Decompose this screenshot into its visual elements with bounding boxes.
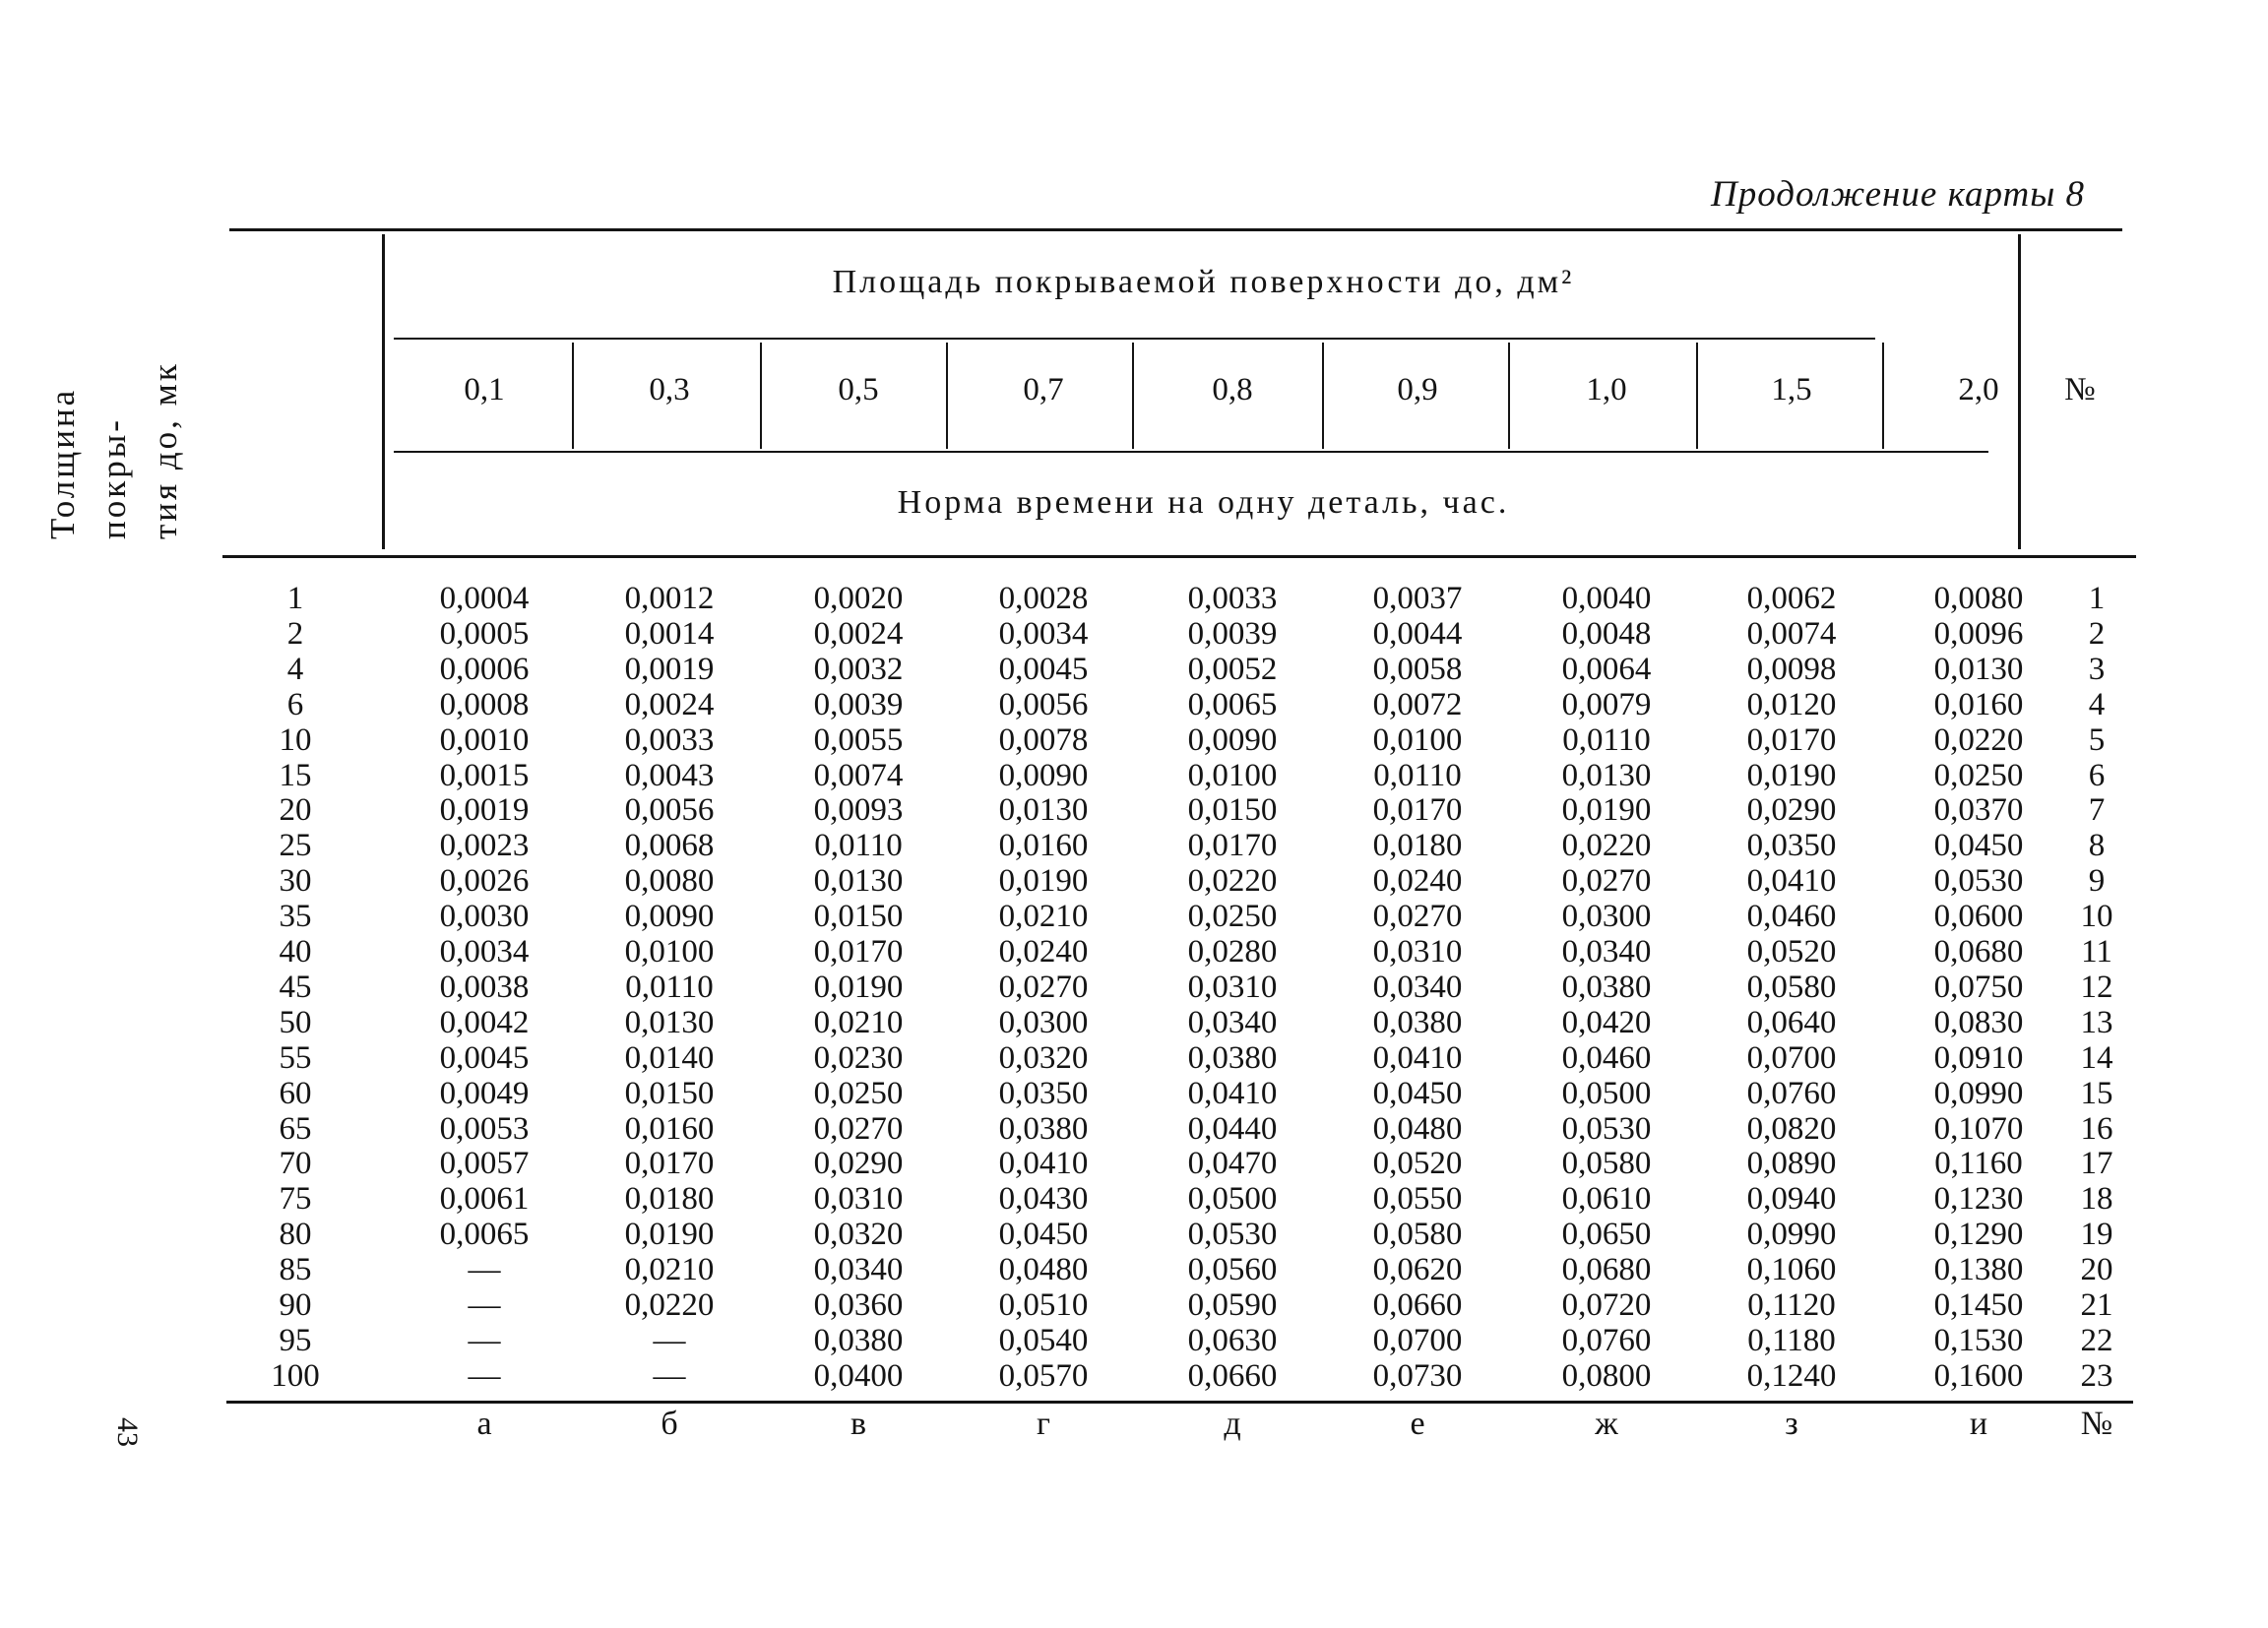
norm-time-cell: 0,0320 <box>998 1039 1089 1076</box>
norm-time-cell: 0,0015 <box>439 757 530 793</box>
norm-time-cell: 0,0080 <box>1933 581 2024 616</box>
norm-time-cell: 0,0170 <box>1746 721 1837 758</box>
row-number-cell: 14 <box>2080 1039 2113 1076</box>
header-left-divider <box>382 234 385 549</box>
norm-time-cell: 0,0620 <box>1372 1252 1463 1288</box>
norm-time-cell: 0,0270 <box>1561 863 1652 900</box>
norm-time-cell: 0,0140 <box>624 1039 715 1076</box>
row-number-cell: 7 <box>2088 792 2106 829</box>
norm-time-cell: 0,0039 <box>1187 615 1278 652</box>
norm-time-cell: 0,0180 <box>1372 828 1463 864</box>
norm-time-cell: 0,0500 <box>1561 1075 1652 1111</box>
norm-time-cell: 0,0026 <box>439 863 530 900</box>
norm-time-cell: 0,0042 <box>439 1004 530 1040</box>
norm-time-cell: 0,0410 <box>1746 863 1837 900</box>
norm-time-cell: 0,0043 <box>624 757 715 793</box>
norm-time-cell: 0,0460 <box>1561 1039 1652 1076</box>
area-header-cell: 0,7 <box>1023 372 1064 407</box>
norm-time-cell: 0,0570 <box>998 1357 1089 1394</box>
row-number-cell: 17 <box>2080 1146 2113 1182</box>
norm-time-cell: 0,0100 <box>624 934 715 970</box>
row-number-cell: 16 <box>2080 1110 2113 1147</box>
area-header-cell: 0,8 <box>1212 372 1253 407</box>
column-letter: б <box>661 1406 678 1442</box>
norm-time-cell: 0,0100 <box>1187 757 1278 793</box>
footer-number-label: № <box>2080 1406 2113 1442</box>
norm-time-cell: 0,0190 <box>624 1217 715 1253</box>
thickness-cell: 60 <box>279 1075 312 1111</box>
norm-time-cell: 0,0074 <box>813 757 904 793</box>
norm-time-cell: 0,0010 <box>439 721 530 758</box>
thickness-cell: 25 <box>279 828 312 864</box>
column-letter: а <box>476 1406 492 1442</box>
area-header-cell: 1,5 <box>1771 372 1812 407</box>
row-number-cell: 3 <box>2088 651 2106 687</box>
norm-time-cell: 0,0890 <box>1746 1146 1837 1182</box>
norm-time-cell: 0,1290 <box>1933 1217 2024 1253</box>
thickness-cell: 30 <box>279 863 312 900</box>
norm-time-cell: 0,0640 <box>1746 1004 1837 1040</box>
continuation-title: Продолжение карты 8 <box>1711 174 2085 215</box>
norm-time-cell: 0,0024 <box>624 686 715 722</box>
norm-time-cell: 0,0210 <box>624 1252 715 1288</box>
norm-time-cell: 0,0340 <box>813 1252 904 1288</box>
norm-time-cell: 0,1600 <box>1933 1357 2024 1394</box>
norm-time-cell: 0,0048 <box>1561 615 1652 652</box>
norm-time-cell: 0,0380 <box>998 1110 1089 1147</box>
norm-time-cell: 0,0460 <box>1746 899 1837 935</box>
norm-time-cell: 0,0280 <box>1187 934 1278 970</box>
norm-time-cell: — <box>653 1357 686 1394</box>
norm-time-cell: 0,0700 <box>1746 1039 1837 1076</box>
thickness-cell: 40 <box>279 934 312 970</box>
norm-time-cell: 0,0006 <box>439 651 530 687</box>
norm-time-cell: 0,0310 <box>1372 934 1463 970</box>
norm-time-cell: 0,0450 <box>998 1217 1089 1253</box>
thickness-cell: 20 <box>279 792 312 829</box>
norm-time-cell: 0,0380 <box>1187 1039 1278 1076</box>
norm-time-cell: 0,1530 <box>1933 1322 2024 1358</box>
norm-time-cell: 0,0440 <box>1187 1110 1278 1147</box>
thickness-cell: 1 <box>286 581 304 616</box>
norm-time-cell: 0,0150 <box>1187 792 1278 829</box>
column-letter: в <box>850 1406 867 1442</box>
header-bottom-rule <box>222 555 2136 558</box>
norm-time-cell: 0,0130 <box>813 863 904 900</box>
thickness-cell: 4 <box>286 651 304 687</box>
norm-time-cell: 0,0044 <box>1372 615 1463 652</box>
number-header: № <box>2064 372 2096 407</box>
norm-time-cell: 0,1450 <box>1933 1287 2024 1323</box>
area-header-cell: 0,1 <box>464 372 505 407</box>
norm-time-cell: 0,1160 <box>1934 1146 2023 1182</box>
area-header-cell: 1,0 <box>1586 372 1627 407</box>
norm-time-cell: 0,0350 <box>1746 828 1837 864</box>
norm-time-cell: 0,0019 <box>624 651 715 687</box>
norm-time-cell: 0,0190 <box>1561 792 1652 829</box>
norm-time-cell: 0,0990 <box>1933 1075 2024 1111</box>
norm-time-cell: 0,1380 <box>1933 1252 2024 1288</box>
norm-time-cell: 0,0410 <box>998 1146 1089 1182</box>
norm-time-cell: 0,0055 <box>813 721 904 758</box>
norm-time-cell: 0,0014 <box>624 615 715 652</box>
row-number-cell: 23 <box>2080 1357 2113 1394</box>
row-number-cell: 12 <box>2080 969 2113 1005</box>
row-number-cell: 4 <box>2088 686 2106 722</box>
norm-time-cell: 0,0062 <box>1746 581 1837 616</box>
norm-time-cell: 0,0110 <box>625 969 714 1005</box>
norm-time-cell: 0,0560 <box>1187 1252 1278 1288</box>
norm-time-cell: 0,0012 <box>624 581 715 616</box>
norm-time-cell: 0,0420 <box>1561 1004 1652 1040</box>
area-header-cell: 0,3 <box>649 372 690 407</box>
norm-time-cell: 0,0039 <box>813 686 904 722</box>
thickness-cell: 55 <box>279 1039 312 1076</box>
norm-time-cell: 0,0530 <box>1933 863 2024 900</box>
norm-time-cell: 0,0170 <box>624 1146 715 1182</box>
norm-time-cell: 0,0056 <box>998 686 1089 722</box>
norm-time-cell: 0,0580 <box>1372 1217 1463 1253</box>
norm-time-cell: 0,0680 <box>1561 1252 1652 1288</box>
thickness-cell: 90 <box>279 1287 312 1323</box>
norm-time-cell: 0,0034 <box>439 934 530 970</box>
page-number: 43 <box>111 1417 144 1447</box>
norm-time-cell: 0,0430 <box>998 1181 1089 1218</box>
norm-time-cell: 0,0660 <box>1372 1287 1463 1323</box>
norm-time-cell: 0,0410 <box>1372 1039 1463 1076</box>
norm-time-cell: 0,0450 <box>1933 828 2024 864</box>
norm-time-cell: 0,0037 <box>1372 581 1463 616</box>
norm-time-cell: 0,0480 <box>998 1252 1089 1288</box>
norm-time-cell: 0,0093 <box>813 792 904 829</box>
norm-time-cell: 0,0160 <box>1933 686 2024 722</box>
norm-time-cell: — <box>468 1287 501 1323</box>
norm-sub-rule <box>394 451 1988 453</box>
area-col-divider <box>1322 343 1324 449</box>
area-col-divider <box>946 343 948 449</box>
norm-time-cell: 0,0510 <box>998 1287 1089 1323</box>
norm-time-cell: 0,0130 <box>998 792 1089 829</box>
norm-time-cell: 0,0065 <box>439 1217 530 1253</box>
norm-time-cell: 0,0033 <box>1187 581 1278 616</box>
norm-time-cell: 0,0170 <box>813 934 904 970</box>
norm-time-cell: — <box>468 1357 501 1394</box>
norm-time-cell: 0,0270 <box>1372 899 1463 935</box>
row-number-cell: 5 <box>2088 721 2106 758</box>
norm-time-cell: 0,0720 <box>1561 1287 1652 1323</box>
norm-time-cell: 0,0940 <box>1746 1181 1837 1218</box>
norm-time-cell: 0,0450 <box>1372 1075 1463 1111</box>
norm-time-cell: 0,0680 <box>1933 934 2024 970</box>
norm-time-cell: 0,0100 <box>1372 721 1463 758</box>
row-number-cell: 2 <box>2088 615 2106 652</box>
norm-time-cell: 0,0660 <box>1187 1357 1278 1394</box>
norm-title: Норма времени на одну деталь, час. <box>897 484 1510 521</box>
norm-time-cell: 0,0550 <box>1372 1181 1463 1218</box>
thickness-cell: 2 <box>286 615 304 652</box>
norm-time-cell: 0,0380 <box>1372 1004 1463 1040</box>
norm-time-cell: 0,0530 <box>1187 1217 1278 1253</box>
thickness-header-line2: тия до, мк <box>146 361 184 539</box>
norm-time-cell: 0,0068 <box>624 828 715 864</box>
row-number-cell: 8 <box>2088 828 2106 864</box>
thickness-cell: 80 <box>279 1217 312 1253</box>
norm-time-cell: 0,0350 <box>998 1075 1089 1111</box>
thickness-cell: 10 <box>279 721 312 758</box>
norm-time-cell: 0,0110 <box>814 828 903 864</box>
norm-time-cell: 0,0820 <box>1746 1110 1837 1147</box>
norm-time-cell: 0,0078 <box>998 721 1089 758</box>
norm-time-cell: 0,0480 <box>1372 1110 1463 1147</box>
column-letter: ж <box>1595 1406 1618 1442</box>
norm-time-cell: 0,0090 <box>624 899 715 935</box>
norm-time-cell: 0,0240 <box>998 934 1089 970</box>
norm-time-cell: 0,0300 <box>998 1004 1089 1040</box>
thickness-cell: 100 <box>271 1357 320 1394</box>
norm-time-cell: 0,0210 <box>998 899 1089 935</box>
norm-time-cell: 0,0110 <box>1562 721 1651 758</box>
norm-time-cell: 0,0220 <box>624 1287 715 1323</box>
norm-time-cell: 0,0410 <box>1187 1075 1278 1111</box>
norm-time-cell: 0,0098 <box>1746 651 1837 687</box>
area-col-divider <box>1132 343 1134 449</box>
norm-time-cell: 0,1070 <box>1933 1110 2024 1147</box>
norm-time-cell: 0,0540 <box>998 1322 1089 1358</box>
norm-time-cell: 0,0058 <box>1372 651 1463 687</box>
norm-time-cell: 0,0310 <box>813 1181 904 1218</box>
norm-time-cell: 0,1240 <box>1746 1357 1837 1394</box>
norm-time-cell: 0,0160 <box>998 828 1089 864</box>
norm-time-cell: 0,0065 <box>1187 686 1278 722</box>
norm-time-cell: 0,0340 <box>1561 934 1652 970</box>
norm-time-cell: 0,0370 <box>1933 792 2024 829</box>
row-number-cell: 22 <box>2080 1322 2113 1358</box>
norm-time-cell: 0,0096 <box>1933 615 2024 652</box>
norm-time-cell: 0,0180 <box>624 1181 715 1218</box>
thickness-cell: 95 <box>279 1322 312 1358</box>
norm-time-cell: 0,0750 <box>1933 969 2024 1005</box>
norm-time-cell: 0,0045 <box>998 651 1089 687</box>
row-number-cell: 13 <box>2080 1004 2113 1040</box>
norm-time-cell: 0,0005 <box>439 615 530 652</box>
norm-time-cell: 0,0072 <box>1372 686 1463 722</box>
area-col-divider <box>1696 343 1698 449</box>
norm-time-cell: 0,0730 <box>1372 1357 1463 1394</box>
norm-time-cell: 0,0520 <box>1746 934 1837 970</box>
thickness-cell: 50 <box>279 1004 312 1040</box>
row-number-cell: 9 <box>2088 863 2106 900</box>
norm-time-cell: 0,0033 <box>624 721 715 758</box>
table-top-rule <box>229 228 2122 231</box>
norm-time-cell: 0,0230 <box>813 1039 904 1076</box>
norm-time-cell: 0,0120 <box>1746 686 1837 722</box>
norm-time-cell: 0,0800 <box>1561 1357 1652 1394</box>
norm-time-cell: 0,0290 <box>1746 792 1837 829</box>
row-number-cell: 1 <box>2088 581 2106 616</box>
norm-time-cell: 0,0090 <box>998 757 1089 793</box>
area-col-divider <box>1508 343 1510 449</box>
column-letter: з <box>1785 1406 1798 1442</box>
norm-time-cell: 0,0130 <box>1561 757 1652 793</box>
norm-time-cell: 0,0470 <box>1187 1146 1278 1182</box>
area-col-divider <box>1882 343 1884 449</box>
row-number-cell: 20 <box>2080 1252 2113 1288</box>
norm-time-cell: 0,0240 <box>1372 863 1463 900</box>
area-header-cell: 0,9 <box>1397 372 1438 407</box>
thickness-cell: 35 <box>279 899 312 935</box>
norm-time-cell: 0,0910 <box>1933 1039 2024 1076</box>
norm-time-cell: 0,0038 <box>439 969 530 1005</box>
norm-time-cell: 0,0052 <box>1187 651 1278 687</box>
thickness-cell: 65 <box>279 1110 312 1147</box>
norm-time-cell: 0,0190 <box>813 969 904 1005</box>
norm-time-cell: 0,0760 <box>1561 1322 1652 1358</box>
thickness-cell: 75 <box>279 1181 312 1218</box>
norm-time-cell: 0,0700 <box>1372 1322 1463 1358</box>
row-number-cell: 11 <box>2081 934 2112 970</box>
norm-time-cell: 0,0064 <box>1561 651 1652 687</box>
norm-time-cell: — <box>468 1252 501 1288</box>
area-header-cell: 2,0 <box>1958 372 1999 407</box>
norm-time-cell: 0,0004 <box>439 581 530 616</box>
norm-time-cell: 0,0020 <box>813 581 904 616</box>
norm-time-cell: 0,0080 <box>624 863 715 900</box>
column-letter: е <box>1410 1406 1425 1442</box>
norm-time-cell: 0,0061 <box>439 1181 530 1218</box>
row-number-cell: 10 <box>2080 899 2113 935</box>
area-sub-rule <box>394 338 1875 340</box>
thickness-cell: 70 <box>279 1146 312 1182</box>
thickness-header-line1: Толщина покры- <box>43 387 133 539</box>
norm-time-cell: 0,0580 <box>1561 1146 1652 1182</box>
norm-time-cell: 0,0110 <box>1373 757 1462 793</box>
norm-time-cell: 0,0250 <box>1933 757 2024 793</box>
norm-time-cell: 0,0340 <box>1372 969 1463 1005</box>
column-letter: г <box>1037 1406 1050 1442</box>
row-number-cell: 15 <box>2080 1075 2113 1111</box>
norm-time-cell: 0,0530 <box>1561 1110 1652 1147</box>
norm-time-cell: 0,0270 <box>813 1110 904 1147</box>
norm-time-cell: 0,0610 <box>1561 1181 1652 1218</box>
norm-time-cell: 0,0600 <box>1933 899 2024 935</box>
norm-time-cell: 0,0057 <box>439 1146 530 1182</box>
norm-time-cell: 0,0590 <box>1187 1287 1278 1323</box>
thickness-cell: 6 <box>286 686 304 722</box>
norm-time-cell: 0,0760 <box>1746 1075 1837 1111</box>
thickness-cell: 15 <box>279 757 312 793</box>
norm-time-cell: 0,0170 <box>1372 792 1463 829</box>
norm-time-cell: 0,0130 <box>1933 651 2024 687</box>
norm-time-cell: 0,0520 <box>1372 1146 1463 1182</box>
norm-time-cell: 0,0028 <box>998 581 1089 616</box>
area-title: Площадь покрываемой поверхности до, дм² <box>832 264 1575 300</box>
norm-time-cell: 0,0130 <box>624 1004 715 1040</box>
norm-time-cell: 0,0019 <box>439 792 530 829</box>
norm-time-cell: 0,0310 <box>1187 969 1278 1005</box>
norm-time-cell: 0,0190 <box>1746 757 1837 793</box>
norm-time-cell: 0,0830 <box>1933 1004 2024 1040</box>
norm-time-cell: 0,0030 <box>439 899 530 935</box>
norm-time-cell: 0,0024 <box>813 615 904 652</box>
norm-time-cell: 0,0220 <box>1561 828 1652 864</box>
norm-time-cell: 0,0650 <box>1561 1217 1652 1253</box>
row-number-cell: 6 <box>2088 757 2106 793</box>
norm-time-cell: 0,0580 <box>1746 969 1837 1005</box>
norm-time-cell: 0,0079 <box>1561 686 1652 722</box>
norm-time-cell: 0,0053 <box>439 1110 530 1147</box>
norm-time-cell: 0,0290 <box>813 1146 904 1182</box>
thickness-cell: 45 <box>279 969 312 1005</box>
norm-time-cell: 0,0320 <box>813 1217 904 1253</box>
norm-time-cell: 0,0500 <box>1187 1181 1278 1218</box>
row-number-cell: 19 <box>2080 1217 2113 1253</box>
norm-time-cell: 0,0270 <box>998 969 1089 1005</box>
norm-time-cell: 0,0074 <box>1746 615 1837 652</box>
norm-time-cell: 0,1230 <box>1933 1181 2024 1218</box>
norm-time-cell: — <box>653 1322 686 1358</box>
norm-time-cell: 0,0990 <box>1746 1217 1837 1253</box>
thickness-header <box>37 283 191 539</box>
row-number-cell: 21 <box>2080 1287 2113 1323</box>
norm-time-cell: 0,0008 <box>439 686 530 722</box>
norm-time-cell: 0,0032 <box>813 651 904 687</box>
column-letter: д <box>1224 1406 1241 1442</box>
norm-time-cell: 0,0360 <box>813 1287 904 1323</box>
norm-time-cell: 0,0250 <box>813 1075 904 1111</box>
norm-time-cell: 0,0160 <box>624 1110 715 1147</box>
norm-time-cell: 0,0210 <box>813 1004 904 1040</box>
thickness-cell: 85 <box>279 1252 312 1288</box>
norm-time-cell: 0,0150 <box>624 1075 715 1111</box>
norm-time-cell: 0,0049 <box>439 1075 530 1111</box>
area-col-divider <box>572 343 574 449</box>
norm-time-cell: 0,0040 <box>1561 581 1652 616</box>
norm-time-cell: 0,0090 <box>1187 721 1278 758</box>
norm-time-cell: 0,0023 <box>439 828 530 864</box>
norm-time-cell: 0,0300 <box>1561 899 1652 935</box>
norm-time-cell: 0,0630 <box>1187 1322 1278 1358</box>
norm-time-cell: 0,0220 <box>1933 721 2024 758</box>
norm-time-cell: 0,0150 <box>813 899 904 935</box>
table-bottom-rule <box>226 1401 2133 1404</box>
norm-time-cell: 0,0190 <box>998 863 1089 900</box>
norm-time-cell: 0,0340 <box>1187 1004 1278 1040</box>
norm-time-cell: 0,0250 <box>1187 899 1278 935</box>
norm-time-cell: 0,0056 <box>624 792 715 829</box>
area-header-cell: 0,5 <box>838 372 879 407</box>
norm-time-cell: 0,0034 <box>998 615 1089 652</box>
norm-time-cell: 0,0170 <box>1187 828 1278 864</box>
norm-time-cell: 0,0380 <box>1561 969 1652 1005</box>
norm-time-cell: 0,0400 <box>813 1357 904 1394</box>
area-col-divider <box>760 343 762 449</box>
norm-time-cell: 0,1060 <box>1746 1252 1837 1288</box>
norm-time-cell: 0,1180 <box>1747 1322 1836 1358</box>
column-letter: и <box>1969 1406 1988 1442</box>
norm-time-cell: — <box>468 1322 501 1358</box>
norm-time-cell: 0,0045 <box>439 1039 530 1076</box>
norm-time-cell: 0,0380 <box>813 1322 904 1358</box>
row-number-cell: 18 <box>2080 1181 2113 1218</box>
norm-time-cell: 0,0220 <box>1187 863 1278 900</box>
norm-time-cell: 0,1120 <box>1747 1287 1836 1323</box>
